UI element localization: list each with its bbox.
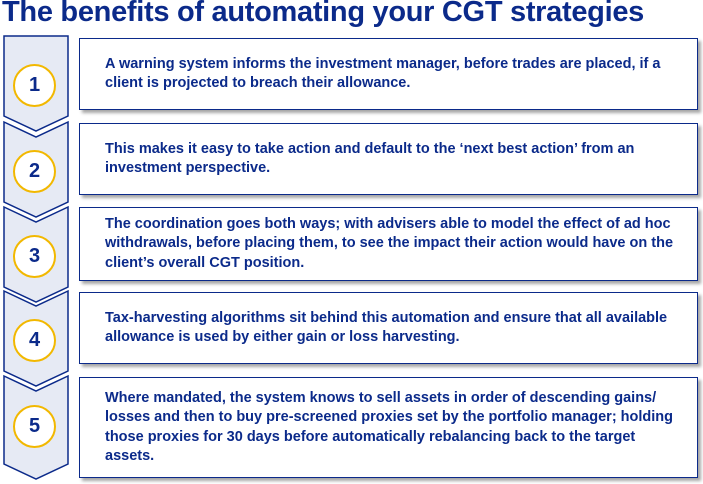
step-5-box <box>79 377 698 478</box>
step-2-arrow <box>3 122 69 217</box>
step-1-arrow <box>3 36 69 131</box>
step-4-arrow <box>3 291 69 386</box>
step-1-text: A warning system informs the investment manager, before trades are placed, if a client is projected to breach their allowance. <box>105 55 661 91</box>
page-title: The benefits of automating your CGT strategies <box>2 0 644 28</box>
step-4-box <box>79 292 698 364</box>
step-3-arrow <box>3 207 69 302</box>
step-4-number: 4 <box>13 319 56 362</box>
step-4-text: Tax-harvesting algorithms sit behind this automation and ensure that all available allowance is used by either gain or loss harvesting. <box>105 309 668 345</box>
step-3-number: 3 <box>13 235 56 278</box>
step-2-number: 2 <box>13 150 56 193</box>
step-5-number: 5 <box>13 405 56 448</box>
step-1-box <box>79 38 698 110</box>
step-2-box <box>79 123 698 195</box>
step-5-arrow <box>3 376 69 479</box>
step-2-text: This makes it easy to take action and default to the ‘next best action’ from an investment perspective. <box>105 140 635 176</box>
step-3-box <box>79 207 698 281</box>
step-1-number: 1 <box>13 64 56 107</box>
step-3-text: The coordination goes both ways; with advisers able to model the effect of ad hoc withdrawals, before placing them, to see the impact their action would have on the client’s overall CGT position. <box>105 215 674 271</box>
step-5-text: Where mandated, the system knows to sell assets in order of descending gains/ losses and then to buy pre-screened proxies set by the portfolio manager; holding those proxies for 30 days before automatically rebalancing back to the target assets. <box>105 389 674 464</box>
